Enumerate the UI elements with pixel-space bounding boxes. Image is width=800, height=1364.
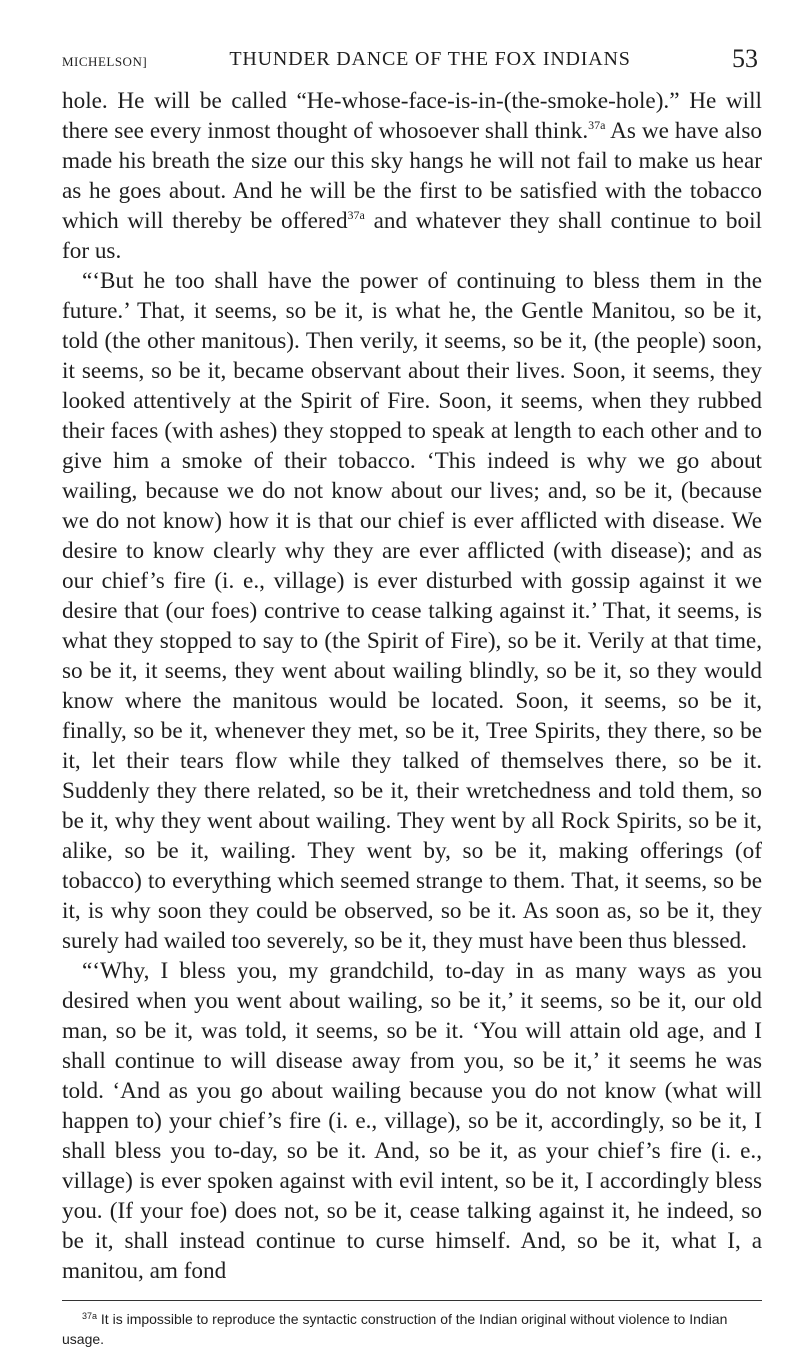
paragraph-1-part-3: and whatever they shall continue to boil for us.	[62, 208, 763, 264]
running-head-author: MICHELSON]	[62, 54, 148, 69]
paragraph-3: “‘Why, I bless you, my grandchild, to-day in as many ways as you desired when you went about wailing, so be it,’ it seems, so be it, our old man, so be it, was told, it seems, so be it. ‘You will attain old age, and I shall continue to will disease away from you, so be it,’ it seems he was told. ‘And as you go about wailing because you do not know (what will happen to) your chief’s fire (i. e., village), so be it, accordingly, so be it, I shall bless you to-day, so be it. And, so be it, as your chief’s fire (i. e., village) is ever spoken against with evil intent, so be it, I accordingly bless you. (If your foe) does not, so be it, cease talking against it, he indeed, so be it, shall instead continue to curse himself. And, so be it, what I, a manitou, am fond	[62, 958, 762, 1284]
paragraph-1	[62, 86, 762, 266]
footnote-rule	[62, 1300, 762, 1301]
body-text	[62, 86, 762, 1286]
footnote-text: It is impossible to reproduce the syntactic construction of the Indian original without violence to Indian usage.	[62, 1311, 728, 1347]
footnote-reference: 37a	[588, 118, 606, 132]
footnote-reference: 37a	[347, 208, 365, 222]
running-head-title: THUNDER DANCE OF THE FOX INDIANS	[229, 48, 631, 70]
footnote	[62, 1309, 762, 1349]
paragraph-2: “‘But he too shall have the power of continuing to bless them in the future.’ That, it seems, so be it, is what he, the Gentle Manitou, so be it, told (the other manitous). Then verily, it seems, so be it, (the people) soon, it seems, so be it, became observant about their lives. Soon, it seems, they looked attentively at the Spirit of Fire. Soon, it seems, when they rubbed their faces (with ashes) they stopped to speak at length to each other and to give him a smoke of their tobacco. ‘This indeed is why we go about wailing, because we do not know about our lives; and, so be it, (because we do not know) how it is that our chief is ever afflicted with disease. We desire to know clearly why they are ever afflicted (with disease); and as our chief’s fire (i. e., village) is ever disturbed with gossip against it we desire that (our foes) contrive to cease talking against it.’ That, it seems, is what they stopped to say to (the Spirit of Fire), so be it. Verily at that time, so be it, it seems, they went about wailing blindly, so be it, so they would know where the manitous would be located. Soon, it seems, so be it, finally, so be it, whenever they met, so be it, Tree Spirits, they there, so be it, let their tears flow while they talked of themselves there, so be it. Suddenly they there related, so be it, their wretchedness and told them, so be it, why they went about wailing. They went by all Rock Spirits, so be it, alike, so be it, wailing. They went by, so be it, making offerings (of tobacco) to everything which seemed strange to them. That, it seems, so be it, is why soon they could be observed, so be it. As soon as, so be it, they surely had wailed too severely, so be it, they must have been thus blessed.	[62, 268, 762, 954]
running-head	[62, 44, 758, 78]
paragraph-1-part-1: hole. He will be called “He-whose-face-is-in-(the-smoke-hole).” He will there see every inmost thought of whosoever shall think.	[62, 88, 762, 144]
paragraph-1-part-2: As we have also made his breath the size our this sky hangs he will not fail to make us hear as he goes about. And he will be the first to be satisfied with the tobacco which will thereby be offered	[62, 118, 762, 234]
footnote-marker: 37a	[82, 1311, 98, 1321]
page-number: 53	[732, 44, 758, 73]
